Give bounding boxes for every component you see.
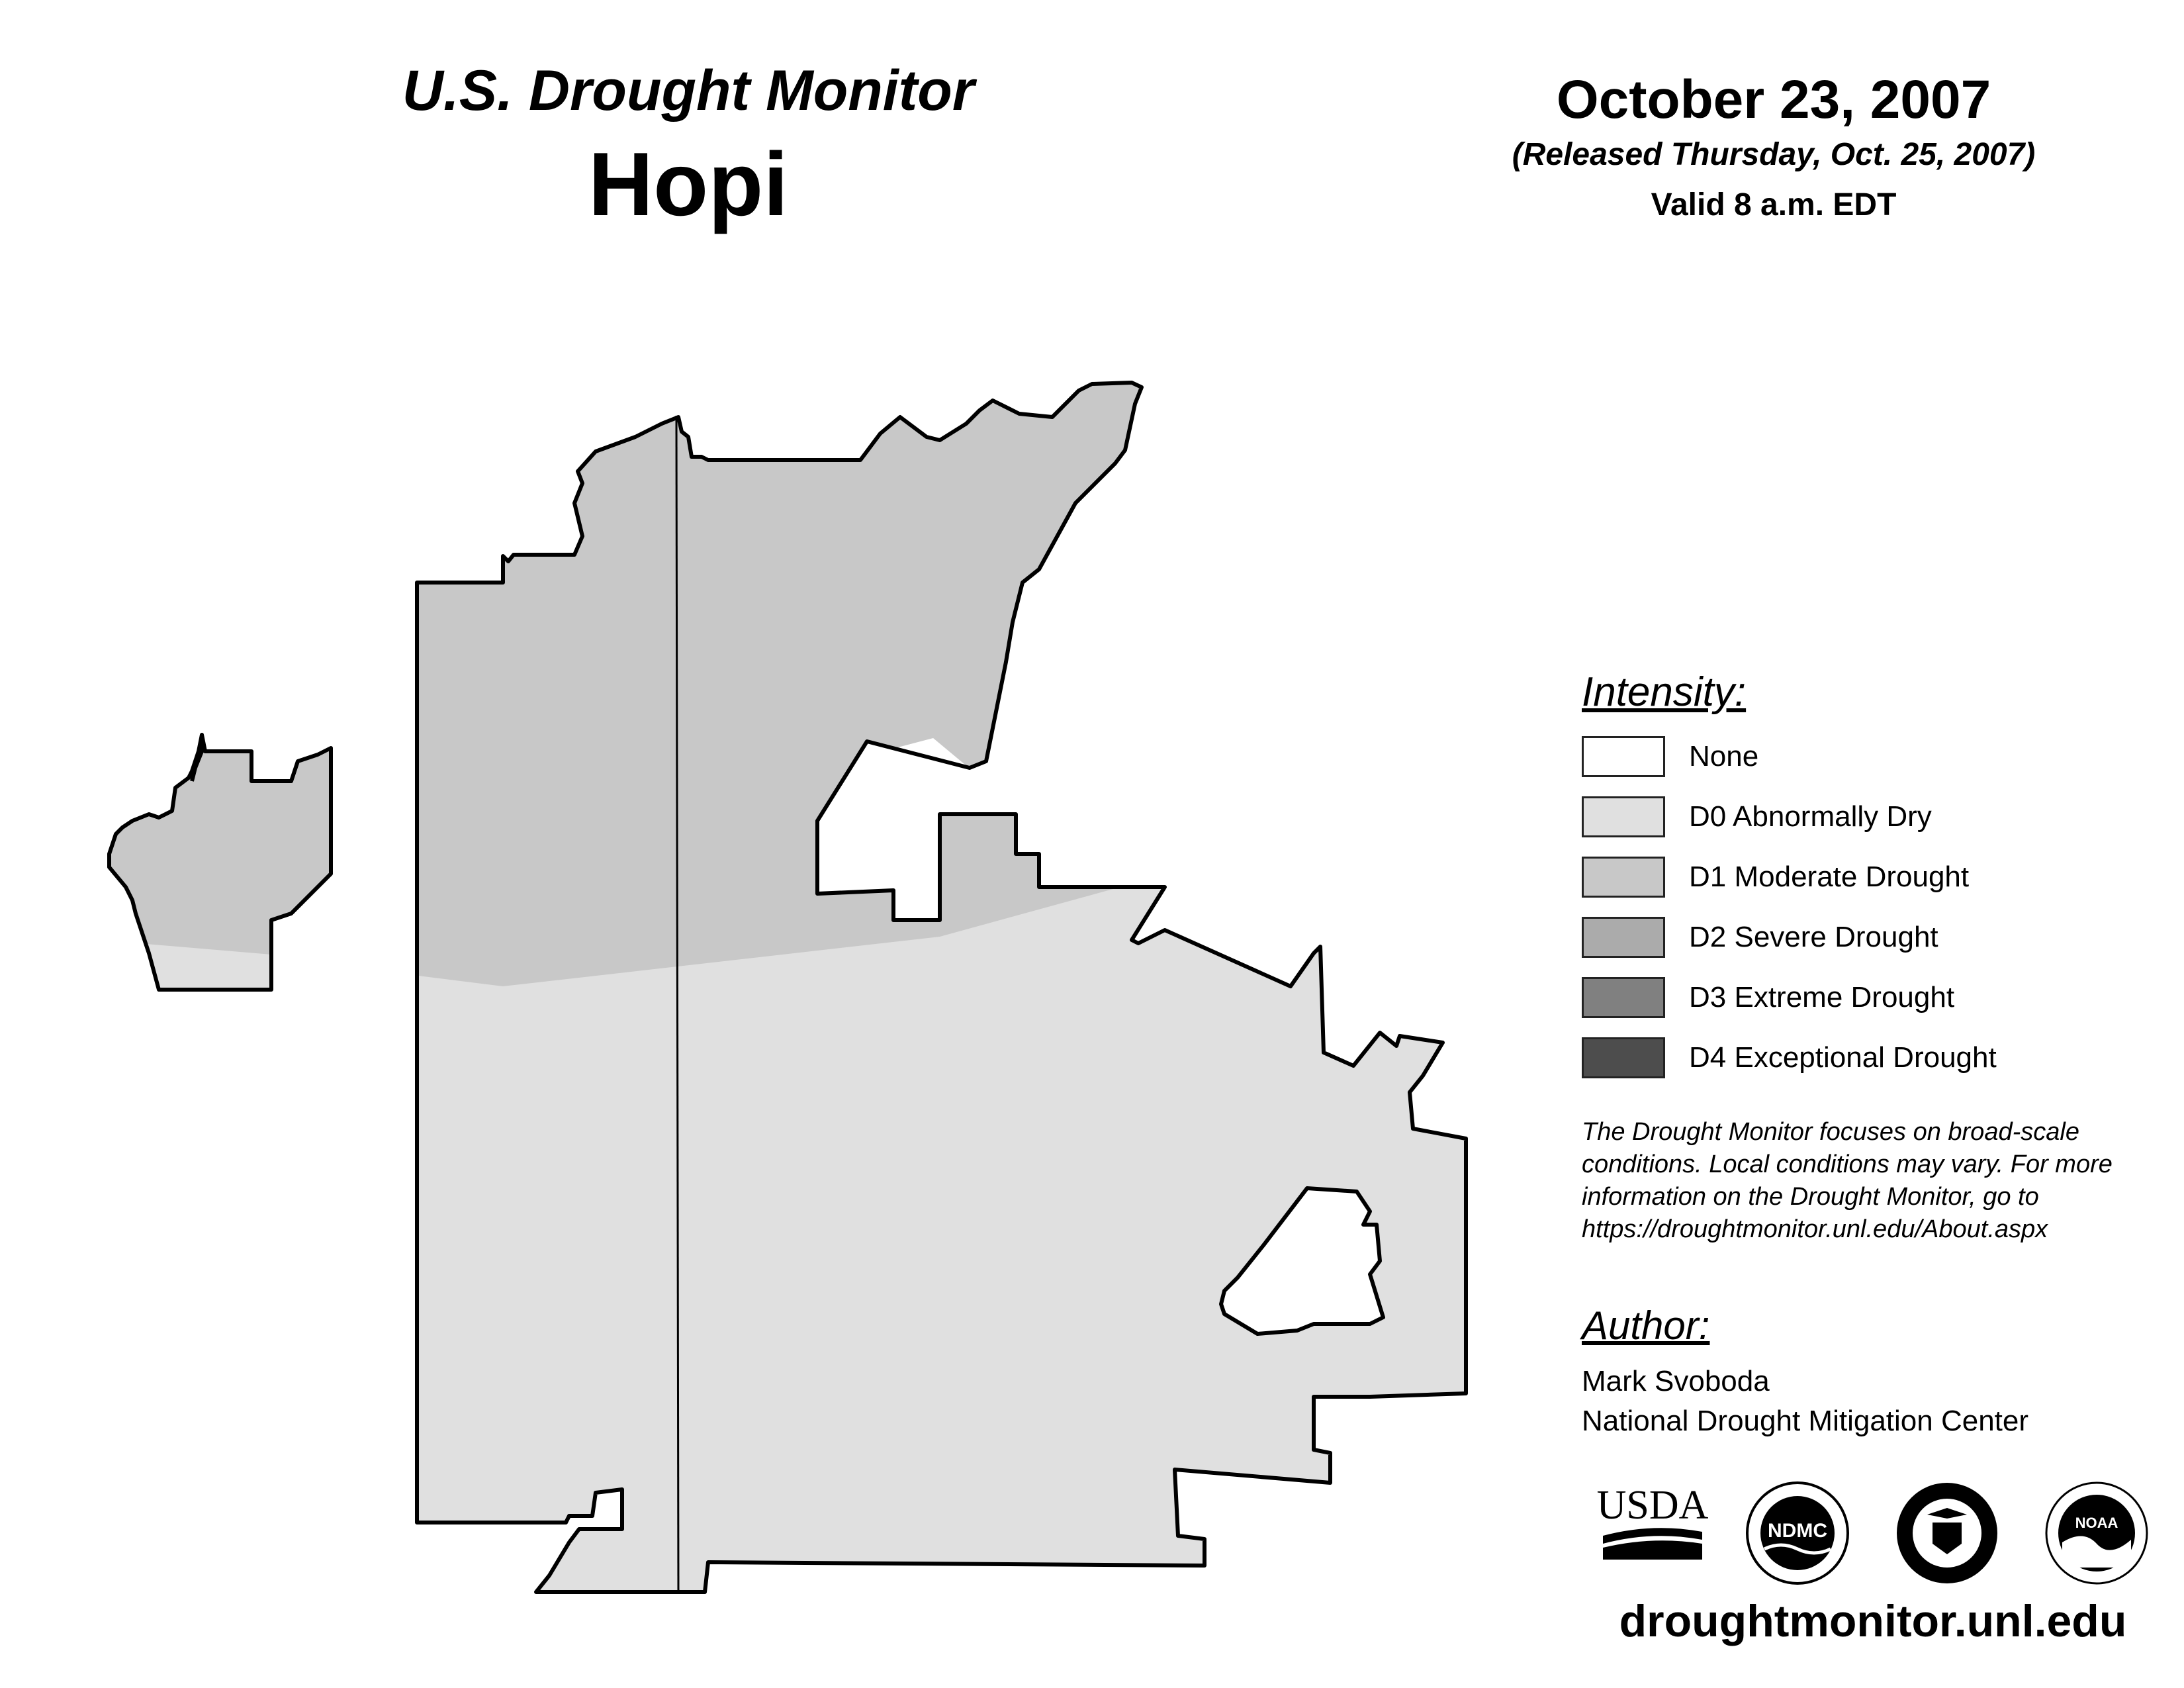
legend-swatch-d3 <box>1582 977 1665 1018</box>
legend-label-d0: D0 Abnormally Dry <box>1689 800 1932 833</box>
legend-item-d4 <box>1582 1037 2151 1081</box>
noaa-logo-text: NOAA <box>2075 1515 2118 1531</box>
legend-swatch-none <box>1582 736 1665 777</box>
map-date: October 23, 2007 <box>1556 70 1991 130</box>
noaa-logo <box>2044 1480 2150 1589</box>
legend-label-d3: D3 Extreme Drought <box>1689 981 1955 1013</box>
valid-time: Valid 8 a.m. EDT <box>1651 187 1897 222</box>
legend-heading: Intensity: <box>1582 669 1747 715</box>
disclaimer-note: The Drought Monitor focuses on broad-scale conditions. Local conditions may vary. For more information on the Drought Monitor, go to https://droughtmonitor.unl.edu/About.aspx <box>1582 1118 2113 1243</box>
ndmc-logo-text: NDMC <box>1768 1520 1827 1542</box>
region-title: Hopi <box>588 134 789 234</box>
legend-label-d2: D2 Severe Drought <box>1689 921 1938 953</box>
legend-swatch-d4 <box>1582 1037 1665 1078</box>
legend-item-d3 <box>1582 977 2151 1021</box>
legend-swatch-d0 <box>1582 796 1665 837</box>
author-organization: National Drought Mitigation Center <box>1582 1405 2029 1437</box>
legend-label-none: None <box>1689 740 1759 773</box>
legend-item-d1 <box>1582 857 2151 900</box>
author-heading: Author: <box>1582 1303 1710 1348</box>
release-date: (Released Thursday, Oct. 25, 2007) <box>1512 137 2036 172</box>
legend-label-d1: D1 Moderate Drought <box>1689 861 1970 893</box>
legend-swatch-d2 <box>1582 917 1665 958</box>
usda-logo-text: USDA <box>1596 1483 1709 1528</box>
legend-item-none <box>1582 736 2151 780</box>
legend-label-d4: D4 Exceptional Drought <box>1689 1041 1997 1074</box>
footer-url[interactable]: droughtmonitor.unl.edu <box>1619 1596 2127 1646</box>
ndmc-logo <box>1745 1480 1850 1589</box>
program-title: U.S. Drought Monitor <box>402 59 975 122</box>
usda-logo <box>1596 1480 1709 1570</box>
legend-swatch-d1 <box>1582 857 1665 898</box>
commerce-seal <box>1894 1480 2000 1589</box>
legend-item-d0 <box>1582 796 2151 840</box>
map-d1-area <box>397 371 1489 986</box>
author-name: Mark Svoboda <box>1582 1365 1770 1397</box>
legend-item-d2 <box>1582 917 2151 961</box>
